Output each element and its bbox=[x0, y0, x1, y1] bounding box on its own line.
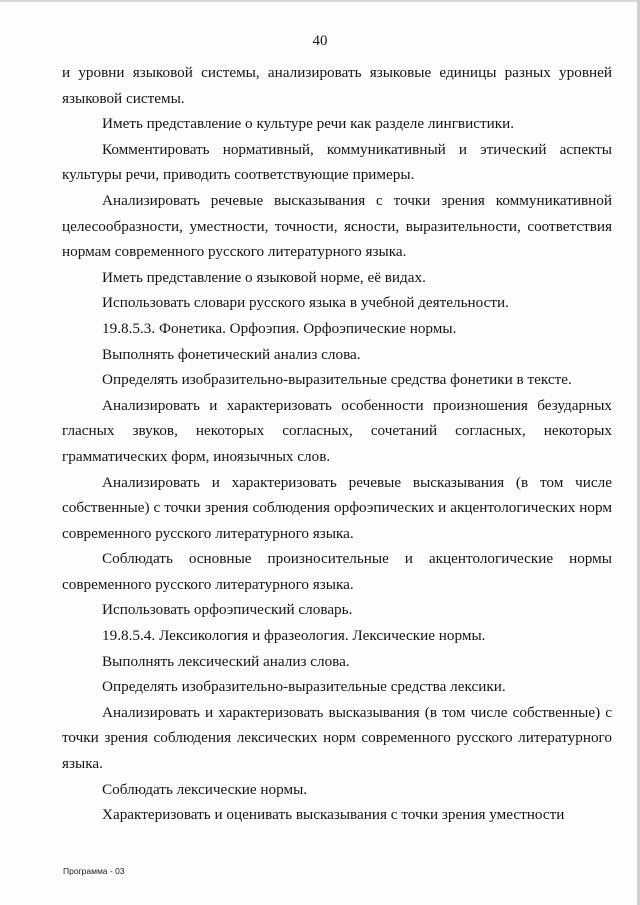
scan-edge-top bbox=[0, 0, 640, 2]
paragraph: Анализировать и характеризовать речевые высказывания (в том числе собственные) с точки зрения соблюдения орфоэпических и акцентологических норм современного русского литературного языка. bbox=[62, 473, 612, 542]
body-text bbox=[62, 60, 612, 828]
paragraph: Выполнять лексический анализ слова. bbox=[102, 652, 350, 670]
paragraph: Использовать орфоэпический словарь. bbox=[102, 601, 353, 619]
paragraph: Иметь представление о языковой норме, её видах. bbox=[102, 268, 426, 286]
paragraph: Анализировать и характеризовать высказывания (в том числе собственные) с точки зрения соблюдения лексических норм современного русского литературного языка. bbox=[62, 703, 612, 773]
paragraph: и уровни языковой системы, анализировать языковые единицы разных уровней языковой системы. bbox=[62, 64, 612, 107]
paragraph: Использовать словари русского языка в учебной деятельности. bbox=[102, 294, 509, 312]
paragraph: Определять изобразительно-выразительные средства лексики. bbox=[102, 678, 506, 696]
paragraph: Иметь представление о культуре речи как разделе лингвистики. bbox=[102, 115, 515, 133]
section-heading: 19.8.5.3. Фонетика. Орфоэпия. Орфоэпические нормы. bbox=[102, 319, 457, 337]
footer-label: Программа - 03 bbox=[63, 866, 125, 876]
section-heading: 19.8.5.4. Лексикология и фразеология. Лексические нормы. bbox=[102, 627, 486, 645]
paragraph: Выполнять фонетический анализ слова. bbox=[102, 345, 361, 363]
paragraph: Анализировать и характеризовать особенности произношения безударных гласных звуков, некоторых согласных, сочетаний согласных, некоторых грамматических форм, иноязычных слов. bbox=[62, 396, 612, 465]
paragraph: Комментировать нормативный, коммуникативный и этический аспекты культуры речи, приводить соответствующие примеры. bbox=[62, 140, 612, 184]
page-number: 40 bbox=[312, 33, 328, 49]
paragraph: Анализировать речевые высказывания с точки зрения коммуникативной целесообразности, уместности, точности, ясности, выразительности, соответствия нормам современного русского литературного языка. bbox=[62, 191, 612, 261]
paragraph: Соблюдать основные произносительные и акцентологические нормы современного русского литературного языка. bbox=[62, 550, 612, 593]
paragraph: Соблюдать лексические нормы. bbox=[102, 780, 308, 798]
paragraph: Определять изобразительно-выразительные средства фонетики в тексте. bbox=[102, 371, 572, 389]
paragraph: Характеризовать и оценивать высказывания с точки зрения уместности bbox=[102, 806, 565, 824]
